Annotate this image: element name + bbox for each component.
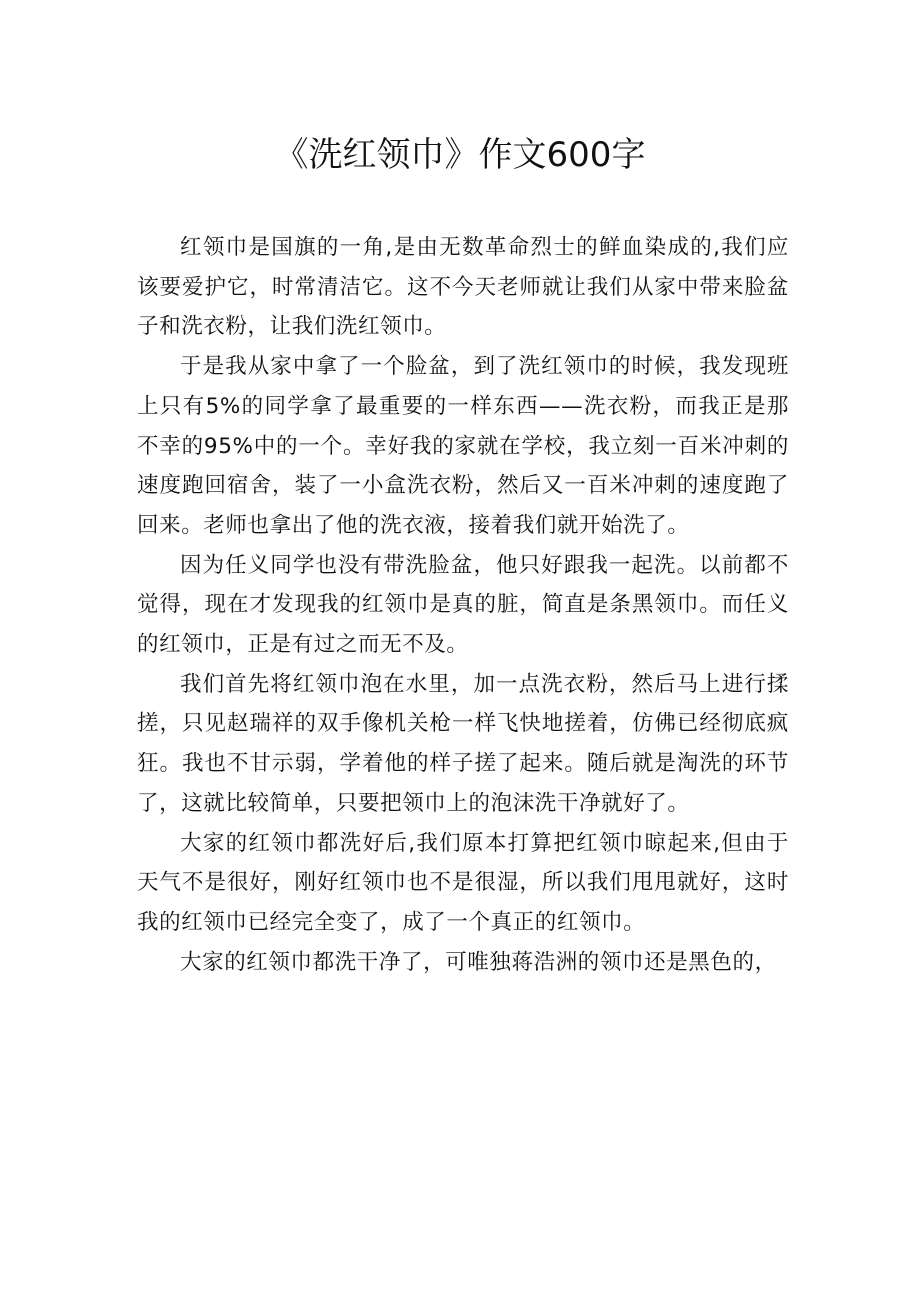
paragraph: 大家的红领巾都洗干净了，可唯独蒋浩洲的领巾还是黑色的， <box>180 949 777 975</box>
paragraph: 大家的红领巾都洗好后,我们原本打算把红领巾晾起来,但由于天气不是很好，刚好红领巾也不是很湿，所以我们甩甩就好，这时我的红领巾已经完全变了，成了一个真正的红领巾。 <box>137 830 789 935</box>
paragraph: 因为任义同学也没有带洗脸盆，他只好跟我一起洗。以前都不觉得，现在才发现我的红领巾是真的脏，简直是条黑领巾。而任义的红领巾，正是有过之而无不及。 <box>137 552 789 658</box>
paragraph: 红领巾是国旗的一角,是由无数革命烈士的鲜血染成的,我们应该要爱护它，时常清洁它。这不今天老师就让我们从家中带来脸盆子和洗衣粉，让我们洗红领巾。 <box>137 235 789 340</box>
paragraph: 于是我从家中拿了一个脸盆，到了洗红领巾的时候，我发现班上只有5%的同学拿了最重要的一样东西——洗衣粉，而我正是那不幸的95%中的一个。幸好我的家就在学校，我立刻一百米冲刺的速度跑回宿舍，装了一小盒洗衣粉，然后又一百米冲刺的速度跑了回来。老师也拿出了他的洗衣液，接着我们就开始洗了。 <box>137 354 789 538</box>
paragraph: 我们首先将红领巾泡在水里，加一点洗衣粉，然后马上进行揉搓，只见赵瑞祥的双手像机关枪一样飞快地搓着，仿佛已经彻底疯狂。我也不甘示弱，学着他的样子搓了起来。随后就是淘洗的环节了，这就比较简单，只要把领巾上的泡沫洗干净就好了。 <box>137 671 789 816</box>
document-title: 《洗红领巾》作文600字 <box>274 135 646 175</box>
document-body <box>137 228 789 982</box>
